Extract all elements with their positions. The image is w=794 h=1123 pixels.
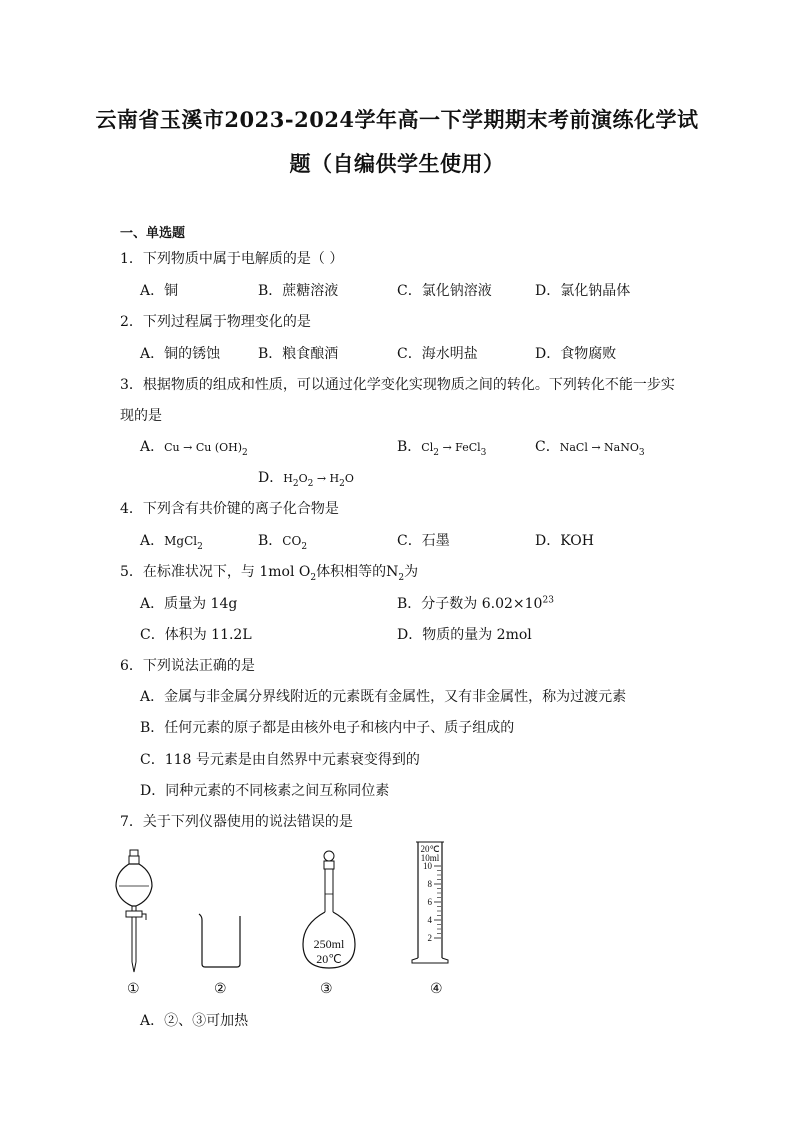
section-heading: 一、单选题 — [120, 226, 186, 241]
flask-temp-label: 20℃ — [316, 952, 342, 966]
q2-option-b: B．粮食酿酒 — [258, 346, 339, 362]
q6-option-d: D．同种元素的不同核素之间互称同位素 — [140, 783, 390, 799]
instrument-number-3: ③ — [320, 981, 333, 997]
q6-option-b: B．任何元素的原子都是由核外电子和核内中子、质子组成的 — [140, 720, 515, 736]
instrument-number-1: ① — [127, 981, 140, 997]
q2-option-c: C．海水明盐 — [397, 346, 478, 362]
graduated-cylinder-figure — [406, 840, 454, 970]
q3-option-b: B．$Cl_2$ → FeCl$_3$ — [397, 439, 487, 458]
q7-stem: 7．关于下列仪器使用的说法错误的是 — [120, 814, 353, 830]
q6-stem: 6．下列说法正确的是 — [120, 658, 255, 674]
q5-option-c: C．体积为 11.2L — [140, 627, 252, 643]
q1-option-a: A．铜 — [140, 283, 179, 299]
q2-option-d: D．食物腐败 — [535, 346, 617, 362]
q4-stem: 4．下列含有共价键的离子化合物是 — [120, 501, 339, 517]
doc-title-line1: 云南省玉溪市2023-2024学年高一下学期期末考前演练化学试 — [95, 107, 699, 132]
cylinder-tick-label: 6 — [427, 897, 432, 907]
q6-option-a: A．金属与非金属分界线附近的元素既有金属性，又有非金属性，称为过渡元素 — [140, 689, 627, 705]
q1-option-d: D．氯化钠晶体 — [535, 283, 631, 299]
q3-stem-line2: 现的是 — [120, 408, 162, 424]
cylinder-tick-label: 10 — [423, 861, 432, 871]
q3-option-a: A．Cu → Cu $(OH)_2$ — [140, 439, 248, 458]
instrument-number-2: ② — [214, 981, 227, 997]
doc-title-line2: 题（自编供学生使用） — [289, 151, 505, 176]
q6-option-c: C．118 号元素是由自然界中元素衰变得到的 — [140, 752, 420, 768]
q5-option-d: D．物质的量为 2mol — [397, 627, 532, 643]
cylinder-scale — [423, 861, 441, 943]
beaker-figure — [196, 912, 244, 970]
cylinder-tick-label: 4 — [427, 915, 432, 925]
q2-stem: 2．下列过程属于物理变化的是 — [120, 314, 311, 330]
q1-option-c: C．氯化钠溶液 — [397, 283, 492, 299]
separatory-funnel-figure — [112, 848, 156, 976]
q5-stem: 5．在标准状况下，与 1mol $O_2$体积相等的$N_2$为 — [120, 564, 419, 583]
instrument-number-4: ④ — [430, 981, 443, 997]
volumetric-flask-figure — [298, 850, 360, 972]
flask-volume-label: 250ml — [313, 937, 345, 951]
q4-option-a: A．MgCl$_2$ — [140, 533, 203, 552]
q4-option-d: D．KOH — [535, 533, 594, 549]
q1-stem: 1．下列物质中属于电解质的是（ ） — [120, 251, 344, 267]
q3-option-c: C．NaCl → NaNO$_3$ — [535, 439, 645, 458]
q4-option-b: B．$CO_2$ — [258, 533, 308, 552]
q2-option-a: A．铜的锈蚀 — [140, 346, 221, 362]
cylinder-temp-label: 20℃ — [420, 844, 440, 854]
cylinder-tick-label: 2 — [427, 933, 432, 943]
q7-option-a: A．②、③可加热 — [140, 1013, 249, 1029]
cylinder-tick-label: 8 — [427, 879, 432, 889]
q3-option-d: D．$H_2O_2 \to H_2O$ — [258, 470, 354, 489]
cylinder-volume-label: 10ml — [420, 853, 440, 863]
q5-option-a: A．质量为 14g — [140, 596, 238, 612]
q3-stem-line1: 3．根据物质的组成和性质，可以通过化学变化实现物质之间的转化。下列转化不能一步实 — [120, 377, 675, 393]
q5-option-b: B．分子数为 $6.02\times 10^{23}$ — [397, 595, 554, 612]
q4-option-c: C．石墨 — [397, 533, 450, 549]
q1-option-b: B．蔗糖溶液 — [258, 283, 339, 299]
